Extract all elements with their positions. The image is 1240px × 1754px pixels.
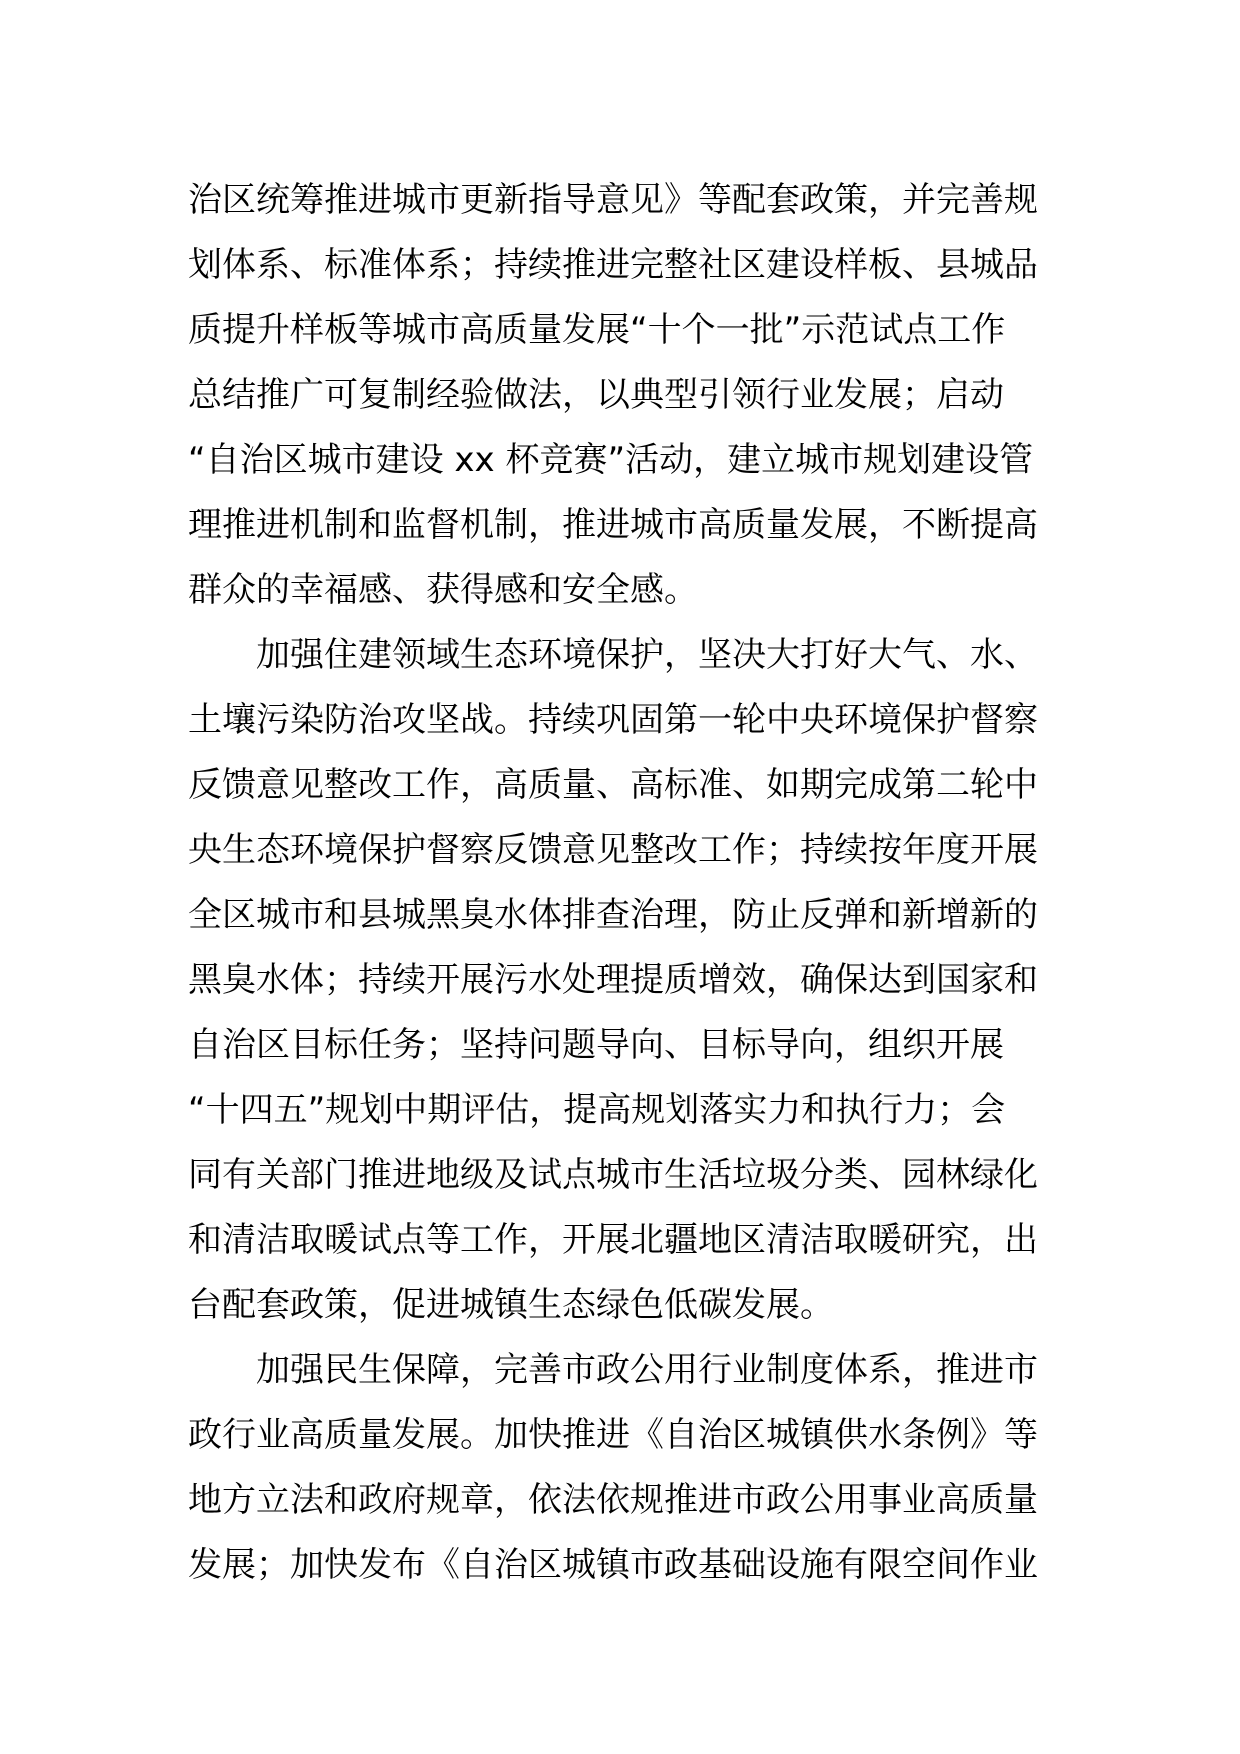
- text-line: 黑臭水体；持续开展污水处理提质增效，确保达到国家和: [188, 960, 1038, 1000]
- paragraph-2: [188, 623, 1056, 1338]
- text-line: 同有关部门推进地级及试点城市生活垃圾分类、园林绿化: [188, 1155, 1038, 1195]
- text-line: 反馈意见整改工作，高质量、高标准、如期完成第二轮中: [188, 765, 1038, 805]
- text-line: 发展；加快发布《自治区城镇市政基础设施有限空间作业: [188, 1545, 1038, 1585]
- text-line: 质提升样板等城市高质量发展“十个一批”示范试点工作: [188, 310, 1006, 350]
- text-line: 理推进机制和监督机制，推进城市高质量发展，不断提高: [188, 505, 1038, 545]
- text-line: 央生态环境保护督察反馈意见整改工作；持续按年度开展: [188, 830, 1038, 870]
- text-line: 划体系、标准体系；持续推进完整社区建设样板、县城品: [188, 245, 1038, 285]
- text-line: 加强民生保障，完善市政公用行业制度体系，推进市: [256, 1350, 1038, 1390]
- text-line: 政行业高质量发展。加快推进《自治区城镇供水条例》等: [188, 1415, 1038, 1455]
- text-line: 土壤污染防治攻坚战。持续巩固第一轮中央环境保护督察: [188, 700, 1038, 740]
- paragraph-3: [188, 1338, 1056, 1598]
- text-line: “十四五”规划中期评估，提高规划落实力和执行力；会: [188, 1090, 1006, 1130]
- text-line: 自治区目标任务；坚持问题导向、目标导向，组织开展: [188, 1025, 1004, 1065]
- text-line: 地方立法和政府规章，依法依规推进市政公用事业高质量: [188, 1480, 1038, 1520]
- paragraph-1: [188, 168, 1056, 623]
- text-line: “自治区城市建设 xx 杯竞赛”活动，建立城市规划建设管: [188, 440, 1034, 480]
- text-line: 全区城市和县城黑臭水体排查治理，防止反弹和新增新的: [188, 895, 1038, 935]
- document-page: [188, 168, 1056, 1598]
- text-line: 加强住建领域生态环境保护，坚决大打好大气、水、: [256, 635, 1038, 675]
- text-line: 和清洁取暖试点等工作，开展北疆地区清洁取暖研究，出: [188, 1220, 1038, 1260]
- text-line: 总结推广可复制经验做法，以典型引领行业发展；启动: [188, 375, 1004, 415]
- text-line: 治区统筹推进城市更新指导意见》等配套政策，并完善规: [188, 180, 1038, 220]
- text-line: 台配套政策，促进城镇生态绿色低碳发展。: [188, 1285, 834, 1325]
- text-line: 群众的幸福感、获得感和安全感。: [188, 570, 698, 610]
